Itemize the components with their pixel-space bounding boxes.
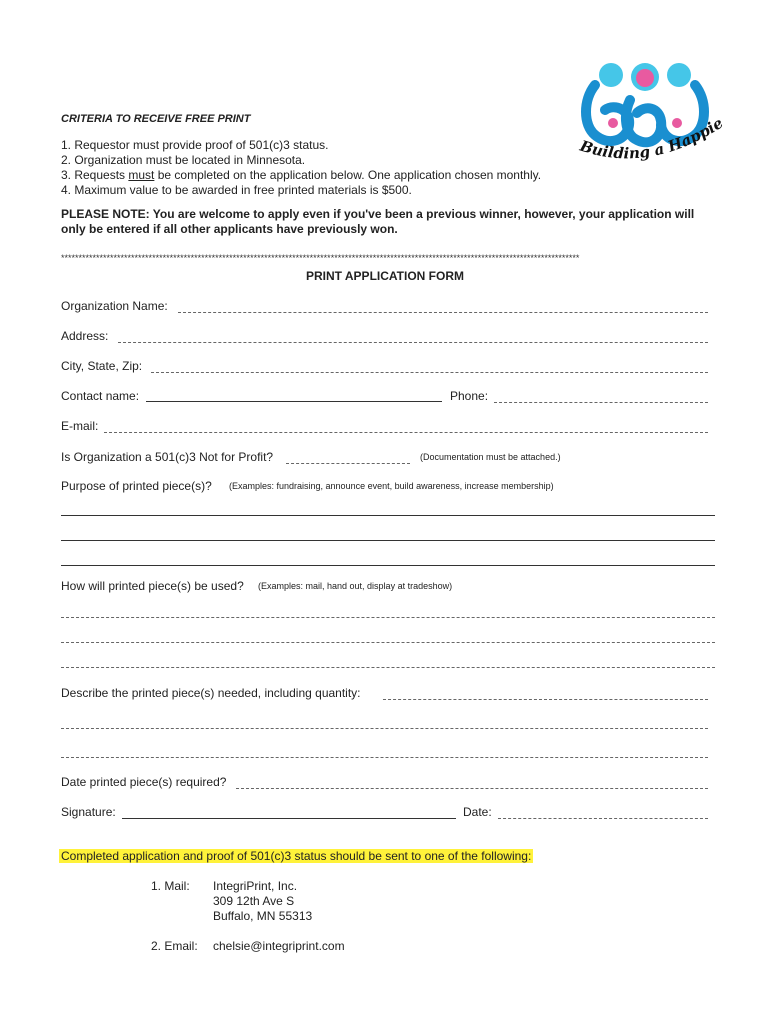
signature-label: Signature: [61, 805, 116, 819]
mail-line-city: Buffalo, MN 55313 [213, 909, 313, 923]
email-field[interactable] [104, 432, 708, 433]
nonprofit-label: Is Organization a 501(c)3 Not for Profit? [61, 450, 274, 464]
criteria-item-3-must: must [128, 168, 155, 182]
date-required-field[interactable] [236, 788, 708, 789]
date-field[interactable] [498, 818, 708, 819]
submit-heading-text: Completed application and proof of 501(c)3 status should be sent to one of the following: [61, 849, 532, 863]
describe-line-2[interactable] [61, 728, 708, 729]
email-submit-label: 2. Email: [151, 939, 198, 953]
city-label: City, State, Zip: [61, 359, 143, 373]
address-label: Address: [61, 329, 109, 343]
criteria-item-2: 2. Organization must be located in Minnesota. [61, 153, 306, 167]
email-label: E-mail: [61, 419, 99, 433]
mail-line-street: 309 12th Ave S [213, 894, 295, 908]
purpose-line-1[interactable] [61, 515, 715, 516]
org-name-field[interactable] [178, 312, 708, 313]
logo-face-center [636, 69, 654, 87]
logo [565, 55, 740, 185]
phone-field[interactable] [494, 402, 708, 403]
phone-label: Phone: [450, 389, 489, 403]
date-label: Date: [463, 805, 492, 819]
signature-field[interactable] [122, 818, 456, 819]
mail-address [213, 879, 312, 924]
address-field[interactable] [118, 342, 708, 343]
purpose-label: Purpose of printed piece(s)? [61, 479, 212, 493]
purpose-line-3[interactable] [61, 565, 715, 566]
criteria-list [61, 138, 541, 198]
email-submit-value[interactable]: chelsie@integriprint.com [213, 939, 345, 953]
usage-examples: (Examples: mail, hand out, display at tradeshow) [258, 581, 453, 591]
please-note: PLEASE NOTE: You are welcome to apply even if you've been a previous winner, however, your application will only be entered if all other applicants have previously won. [61, 207, 695, 236]
purpose-line-2[interactable] [61, 540, 715, 541]
form-title: PRINT APPLICATION FORM [306, 269, 464, 283]
criteria-item-1: 1. Requestor must provide proof of 501(c)3 status. [61, 138, 329, 152]
describe-line-3[interactable] [61, 757, 708, 758]
logo-dot-left [608, 118, 618, 128]
mail-label: 1. Mail: [151, 879, 190, 893]
usage-line-3[interactable] [61, 667, 715, 668]
logo-graphic [565, 55, 740, 185]
describe-line-1[interactable] [383, 699, 708, 700]
criteria-item-4: 4. Maximum value to be awarded in free printed materials is $500. [61, 183, 412, 197]
describe-label: Describe the printed piece(s) needed, including quantity: [61, 686, 361, 700]
usage-line-1[interactable] [61, 617, 715, 618]
nonprofit-note: (Documentation must be attached.) [420, 452, 561, 462]
usage-label: How will printed piece(s) be used? [61, 579, 244, 593]
logo-head-left [599, 63, 623, 87]
org-name-label: Organization Name: [61, 299, 168, 313]
date-required-label: Date printed piece(s) required? [61, 775, 227, 789]
criteria-title: CRITERIA TO RECEIVE FREE PRINT [61, 113, 251, 125]
purpose-examples: (Examples: fundraising, announce event, build awareness, increase membership) [229, 481, 554, 491]
submit-heading [59, 849, 533, 863]
city-field[interactable] [151, 372, 708, 373]
logo-head-right [667, 63, 691, 87]
contact-label: Contact name: [61, 389, 140, 403]
usage-line-2[interactable] [61, 642, 715, 643]
logo-dot-right [672, 118, 682, 128]
separator-line: **************************************************************************************************************************************************** [61, 253, 580, 263]
criteria-item-3: 3. Requests must be completed on the application below. One application chosen monthly. [61, 168, 542, 182]
mail-line-company: IntegriPrint, Inc. [213, 879, 298, 893]
contact-field[interactable] [146, 401, 442, 402]
nonprofit-field[interactable] [286, 463, 410, 464]
logo-tagline: Building a Happie [577, 113, 727, 163]
